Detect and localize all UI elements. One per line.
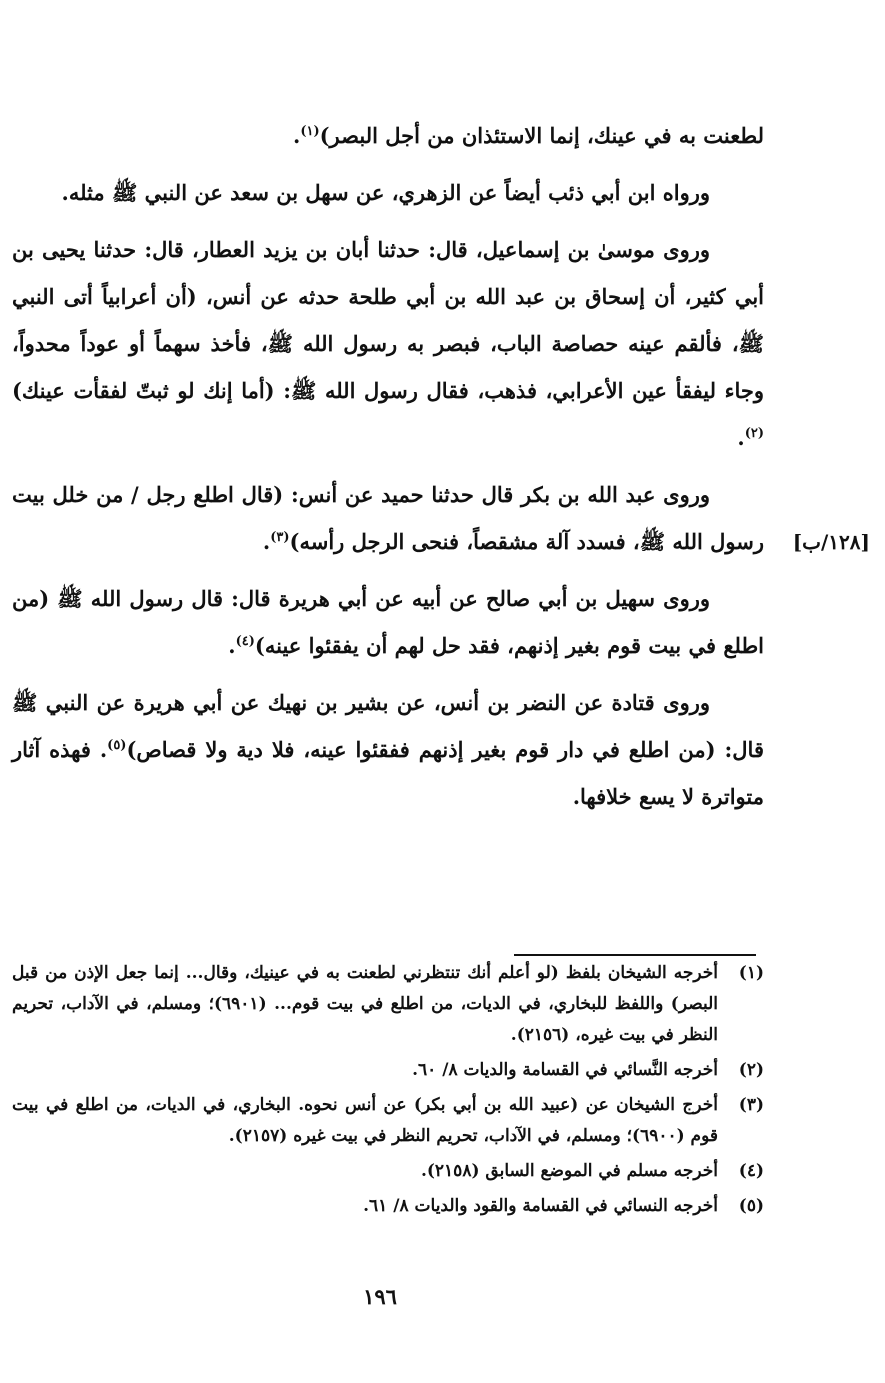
paragraph-4 bbox=[12, 471, 764, 565]
footnote-2 bbox=[12, 1055, 764, 1086]
footnote-number: (٢) bbox=[738, 1060, 764, 1080]
paragraph-2 bbox=[12, 169, 764, 216]
footnote-text: أخرجه النسائي في القسامة والقود والديات ٨/ ٦١. bbox=[363, 1196, 718, 1216]
manuscript-folio-reference: [١٢٨/ب] bbox=[792, 530, 870, 554]
footnote-marker: (١) bbox=[300, 124, 320, 139]
footnote-marker: (٣) bbox=[270, 530, 290, 545]
paragraph-tail: . فهذه آثار متواترة لا يسع خلافها. bbox=[12, 737, 764, 809]
footnote-marker: (٥) bbox=[107, 738, 127, 753]
page-number: ١٩٦ bbox=[363, 1284, 397, 1309]
paragraph-5 bbox=[12, 575, 764, 669]
paragraph-text: وروى سهيل بن أبي صالح عن أبيه عن أبي هريرة قال: قال رسول الله ﷺ (من اطلع في بيت قوم بغير إذنهم، فقد حل لهم أن يفقئوا عينه) bbox=[12, 586, 764, 658]
footnote-number: (٥) bbox=[738, 1196, 764, 1216]
footnote-number: (٤) bbox=[738, 1161, 764, 1181]
paragraph-3 bbox=[12, 226, 764, 461]
paragraph-text: وروى عبد الله بن بكر قال حدثنا حميد عن أنس: (قال اطلع رجل / من خلل بيت رسول الله ﷺ، فسدد آلة مشقصاً، فنحى الرجل رأسه) bbox=[12, 482, 764, 554]
paragraph-text: وروى قتادة عن النضر بن أنس، عن بشير بن نهيك عن أبي هريرة عن النبي ﷺ قال: (من اطلع في دار قوم بغير إذنهم ففقئوا عينه، فلا دية ولا قصاص) bbox=[12, 690, 764, 762]
footnote-number: (٣) bbox=[738, 1095, 764, 1115]
footnote-text: أخرجه الشيخان بلفظ (لو أعلم أنك تنتظرني لطعنت به في عينيك، وقال... إنما جعل الإذن من قبل البصر) واللفظ للبخاري، في الديات، من اطلع في بيت قوم... (٦٩٠١)؛ ومسلم، في الآداب، تحريم النظر في بيت غيره، (٢١٥٦). bbox=[12, 963, 718, 1045]
footnote-text: أخرجه النَّسائي في القسامة والديات ٨/ ٦٠. bbox=[412, 1060, 718, 1080]
paragraph-tail: . bbox=[293, 123, 301, 148]
footnote-marker: (٢) bbox=[744, 426, 764, 441]
paragraph-text: وروى موسىٰ بن إسماعيل، قال: حدثنا أبان بن يزيد العطار، قال: حدثنا يحيى بن أبي كثير، أن إسحاق بن عبد الله بن أبي طلحة حدثه عن أنس، (أن أعرابياً أتى النبي ﷺ، فألقم عينه حصاصة الباب، فبصر به رسول الله ﷺ، فأخذ سهماً أو عوداً محدواً، وجاء ليفقأ عين الأعرابي، فذهب، فقال رسول الله ﷺ: (أما إنك لو ثبتّ لفقأت عينك) bbox=[12, 237, 764, 403]
paragraph-1 bbox=[12, 112, 764, 159]
paragraph-6 bbox=[12, 679, 764, 820]
footnote-4 bbox=[12, 1156, 764, 1187]
footnote-number: (١) bbox=[738, 963, 764, 983]
footnote-5 bbox=[12, 1191, 764, 1222]
paragraph-tail: . bbox=[228, 633, 236, 658]
footnote-text: أخرج الشيخان عن (عبيد الله بن أبي بكر) عن أنس نحوه. البخاري، في الديات، من اطلع في بيت قوم (٦٩٠٠)؛ ومسلم، في الآداب، تحريم النظر في بيت غيره (٢١٥٧). bbox=[12, 1095, 718, 1146]
footnote-1 bbox=[12, 958, 764, 1051]
paragraph-tail: . bbox=[737, 425, 745, 450]
paragraph-text: لطعنت به في عينك، إنما الاستئذان من أجل البصر) bbox=[319, 123, 764, 148]
footnote-text: أخرجه مسلم في الموضع السابق (٢١٥٨). bbox=[420, 1161, 718, 1181]
paragraph-text: ورواه ابن أبي ذئب أيضاً عن الزهري، عن سهل بن سعد عن النبي ﷺ مثله. bbox=[61, 180, 710, 205]
footnotes bbox=[12, 958, 764, 1226]
footnote-3 bbox=[12, 1090, 764, 1152]
paragraph-tail: . bbox=[262, 529, 271, 554]
footnote-separator bbox=[514, 954, 756, 956]
footnote-marker: (٤) bbox=[235, 634, 255, 649]
main-text bbox=[12, 112, 764, 830]
